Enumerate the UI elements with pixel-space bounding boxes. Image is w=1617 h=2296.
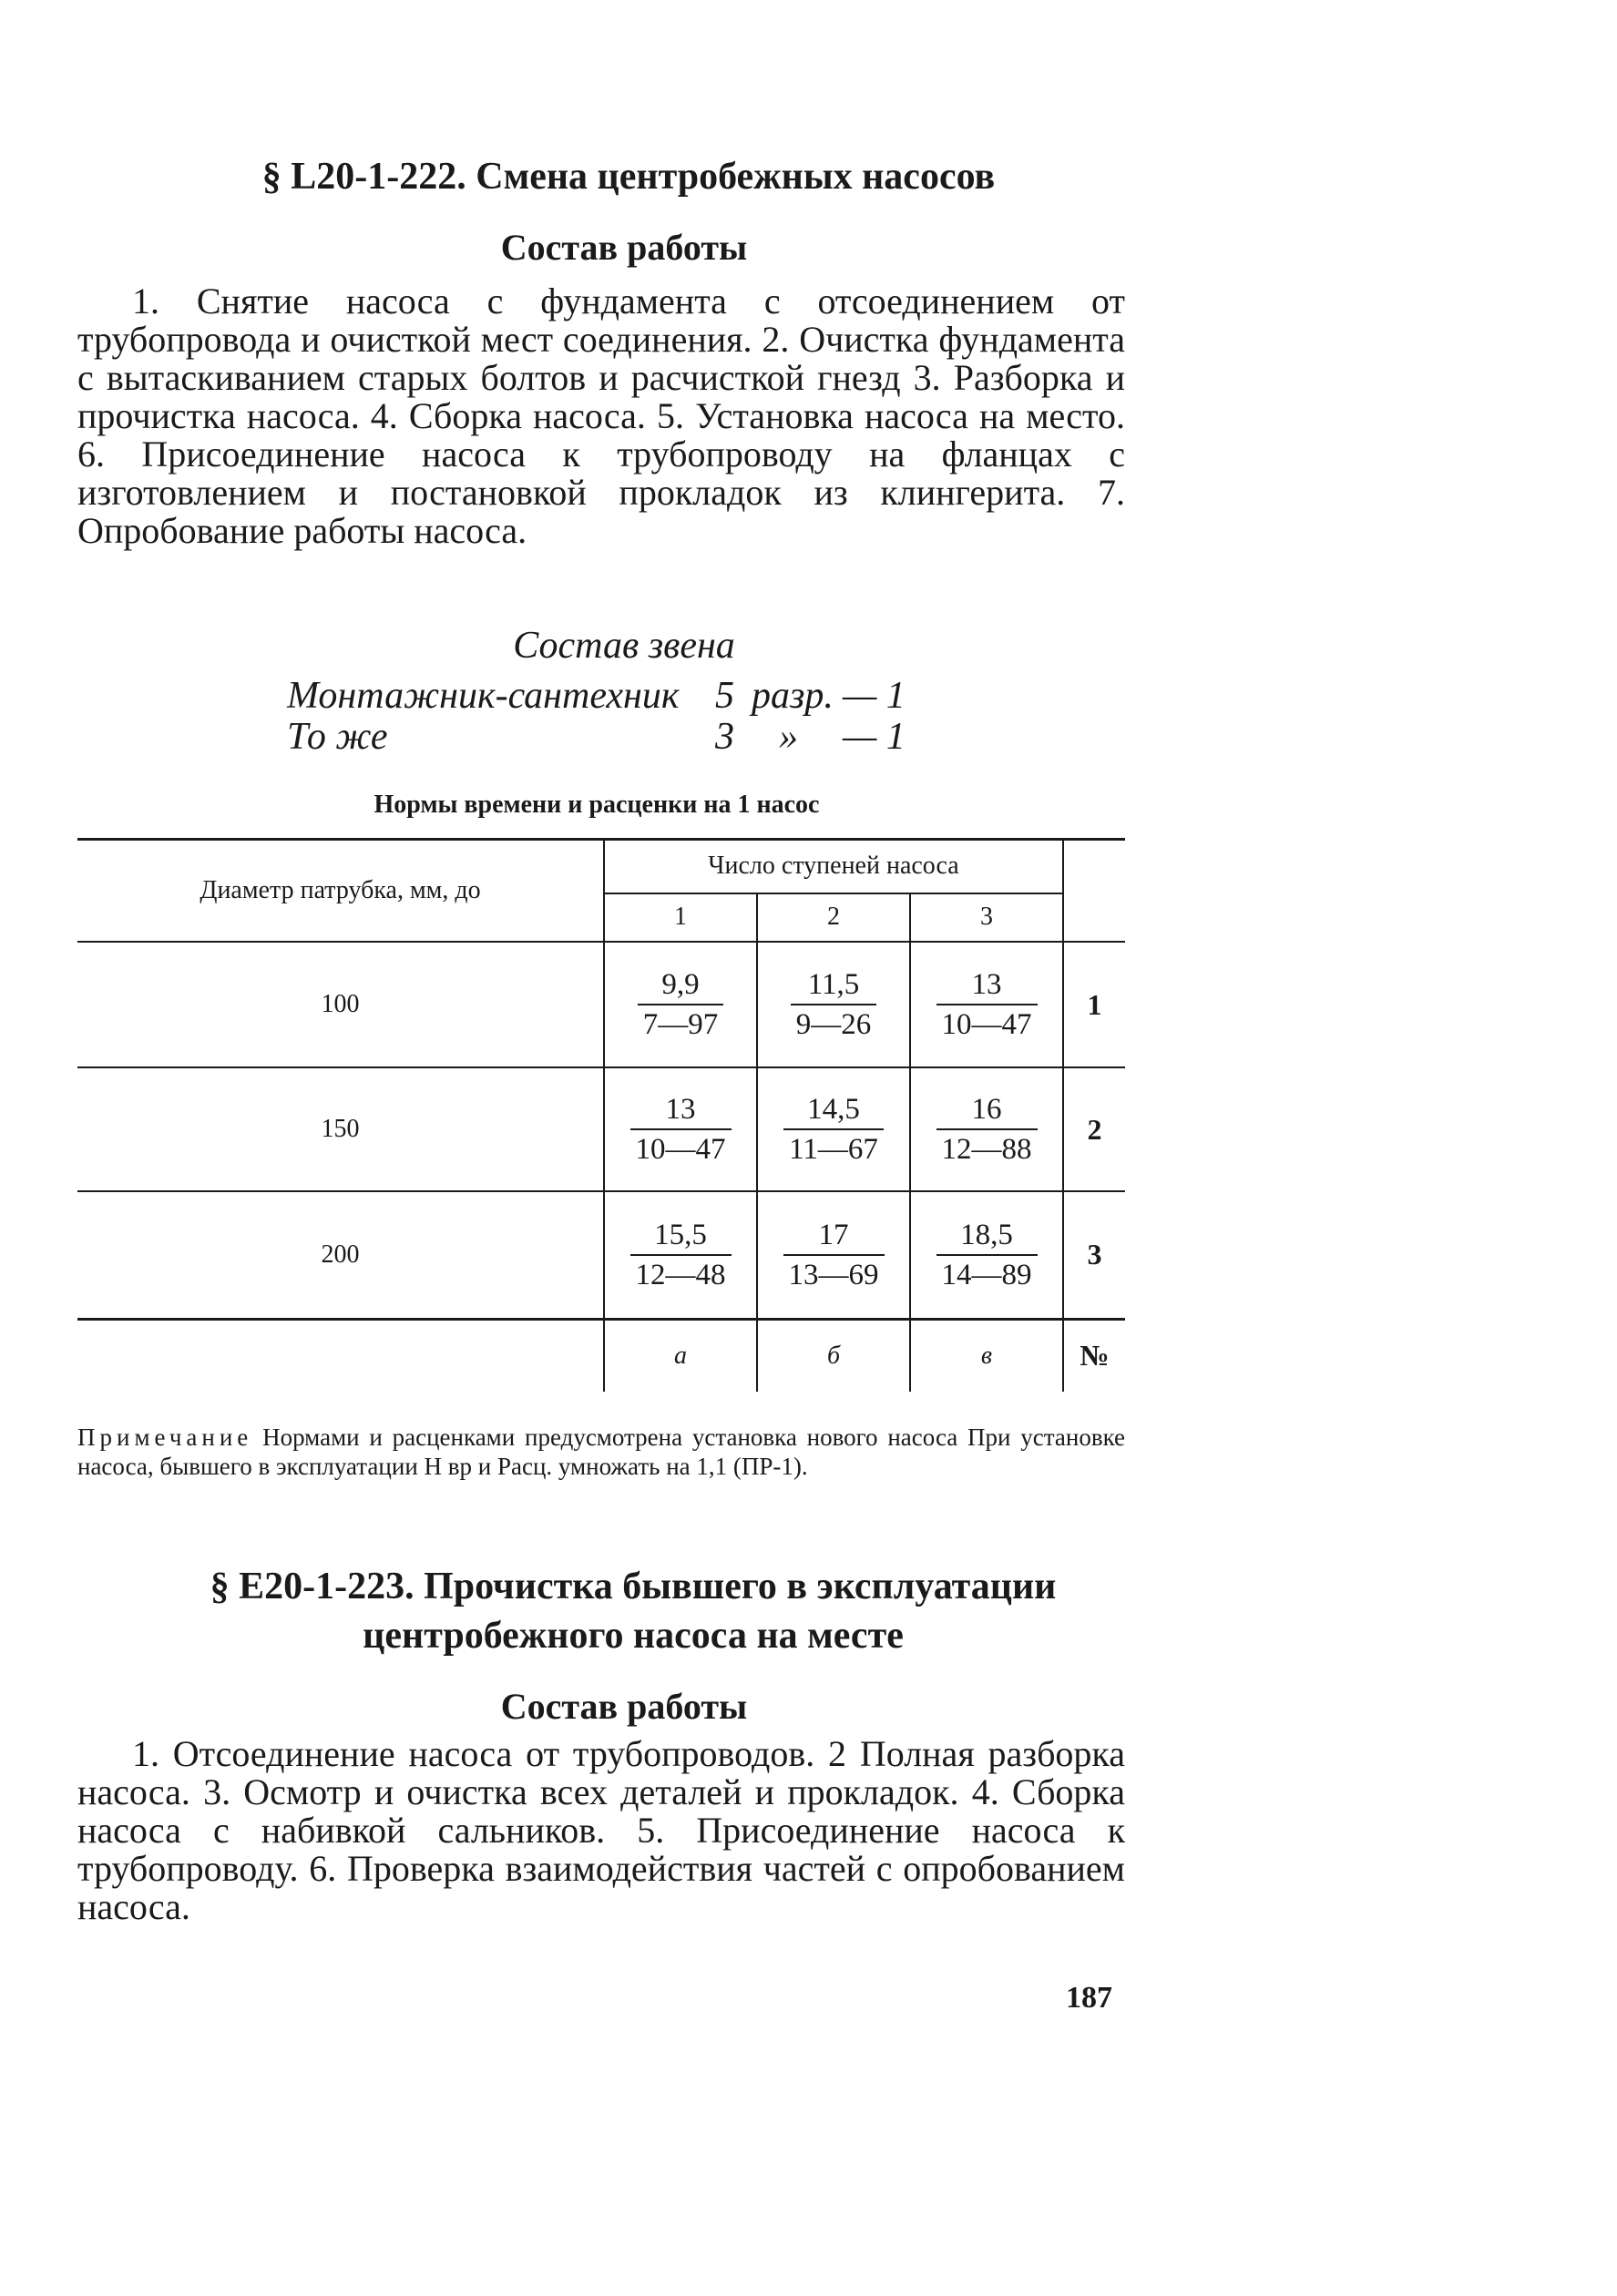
time-value: 9,9 bbox=[638, 965, 724, 1005]
row-number: 2 bbox=[1087, 1112, 1102, 1146]
note-text: Нормами и расценками предусмотрена установка нового насоса При установке насоса, бывшего в эксплуатации Н вр и Расц. умножать на 1,1 (ПР-1). bbox=[77, 1424, 1125, 1480]
crew-heading: Состав звена bbox=[513, 625, 735, 667]
crew-unit: разр. bbox=[752, 675, 834, 717]
norm-cell bbox=[910, 1191, 1063, 1319]
number-sign: № bbox=[1063, 1319, 1125, 1392]
rate-value: 13—69 bbox=[788, 1258, 879, 1291]
diameter-cell: 150 bbox=[321, 1115, 360, 1143]
stages-header: Число ступеней насоса bbox=[604, 840, 1063, 893]
crew-count: — 1 bbox=[843, 716, 906, 758]
norm-cell bbox=[604, 942, 757, 1067]
rate-value: 14—89 bbox=[941, 1258, 1032, 1291]
time-value: 16 bbox=[936, 1090, 1038, 1130]
table-row bbox=[77, 942, 1125, 1067]
table-row bbox=[77, 1191, 1125, 1319]
norm-cell bbox=[604, 1191, 757, 1319]
section-title-2-line1: § Е20-1-223. Прочистка бывшего в эксплуатации bbox=[210, 1566, 1057, 1607]
rate-value: 10—47 bbox=[635, 1133, 726, 1166]
norm-cell bbox=[604, 1067, 757, 1191]
diameter-cell: 100 bbox=[321, 990, 360, 1018]
section-title-1: § L20-1-222. Смена центробежных насосов bbox=[261, 156, 996, 198]
work-heading-1: Состав работы bbox=[500, 227, 748, 268]
rate-value: 9—26 bbox=[795, 1008, 872, 1041]
time-value: 17 bbox=[783, 1216, 885, 1256]
table-caption: Нормы времени и расценки на 1 насос bbox=[374, 791, 820, 819]
time-value: 18,5 bbox=[936, 1216, 1038, 1256]
rate-value: 12—88 bbox=[941, 1133, 1032, 1166]
note-label: Примечание bbox=[77, 1424, 253, 1451]
norms-table bbox=[77, 838, 1125, 1392]
norm-cell bbox=[910, 942, 1063, 1067]
work-description-2: 1. Отсоединение насоса от трубопроводов. 2 Полная разборка насоса. 3. Осмотр и очистка всех деталей и прокладок. 4. Сборка насоса с набивкой сальников. 5. Присоединение насоса к трубопроводу. 6. Проверка взаимодействия частей с опробованием насоса. bbox=[77, 1733, 1125, 1927]
norm-cell bbox=[757, 1191, 910, 1319]
column-letter: в bbox=[910, 1319, 1063, 1392]
norm-cell bbox=[757, 1067, 910, 1191]
diameter-header: Диаметр патрубка, мм, до bbox=[200, 876, 481, 904]
stage-label: 3 bbox=[910, 893, 1063, 942]
table-note bbox=[77, 1423, 1125, 1481]
time-value: 15,5 bbox=[630, 1216, 732, 1256]
time-value: 13 bbox=[630, 1090, 732, 1130]
page-number: 187 bbox=[1066, 1981, 1112, 2015]
crew-grade: 5 bbox=[715, 675, 734, 717]
section-title-2 bbox=[91, 1562, 1175, 1660]
crew-unit: » bbox=[779, 716, 798, 758]
table-footer-row bbox=[77, 1319, 1125, 1392]
norm-cell bbox=[757, 942, 910, 1067]
crew-count: — 1 bbox=[843, 675, 906, 717]
rate-value: 12—48 bbox=[635, 1258, 726, 1291]
table-row bbox=[77, 1067, 1125, 1191]
crew-role: То же bbox=[287, 716, 388, 758]
crew-role: Монтажник-сантехник bbox=[287, 675, 680, 717]
stage-label: 1 bbox=[604, 893, 757, 942]
time-value: 11,5 bbox=[791, 965, 877, 1005]
work-heading-2: Состав работы bbox=[500, 1686, 748, 1727]
norm-cell bbox=[910, 1067, 1063, 1191]
column-letter: б bbox=[757, 1319, 910, 1392]
section-title-2-line2: центробежного насоса на месте bbox=[363, 1615, 904, 1657]
time-value: 13 bbox=[936, 965, 1038, 1005]
row-number: 1 bbox=[1087, 987, 1102, 1021]
stage-label: 2 bbox=[757, 893, 910, 942]
crew-grade: 3 bbox=[715, 716, 734, 758]
rate-value: 10—47 bbox=[941, 1008, 1032, 1041]
rate-value: 11—67 bbox=[789, 1133, 878, 1166]
rate-value: 7—97 bbox=[642, 1008, 719, 1041]
row-number: 3 bbox=[1087, 1238, 1102, 1271]
work-description-1: 1. Снятие насоса с фундамента с отсоединением от трубопровода и очисткой мест соединения. 2. Очистка фундамента с вытаскиванием старых болтов и расчисткой гнезд 3. Разборка и прочистка насоса. 4. Сборка насоса. 5. Установка насоса на место. 6. Присоединение насоса к трубопроводу на фланцах с изготовлением и постановкой прокладок из клингерита. 7. Опробование работы насоса. bbox=[77, 281, 1125, 551]
column-letter: а bbox=[604, 1319, 757, 1392]
diameter-cell: 200 bbox=[321, 1240, 360, 1269]
time-value: 14,5 bbox=[783, 1090, 884, 1130]
